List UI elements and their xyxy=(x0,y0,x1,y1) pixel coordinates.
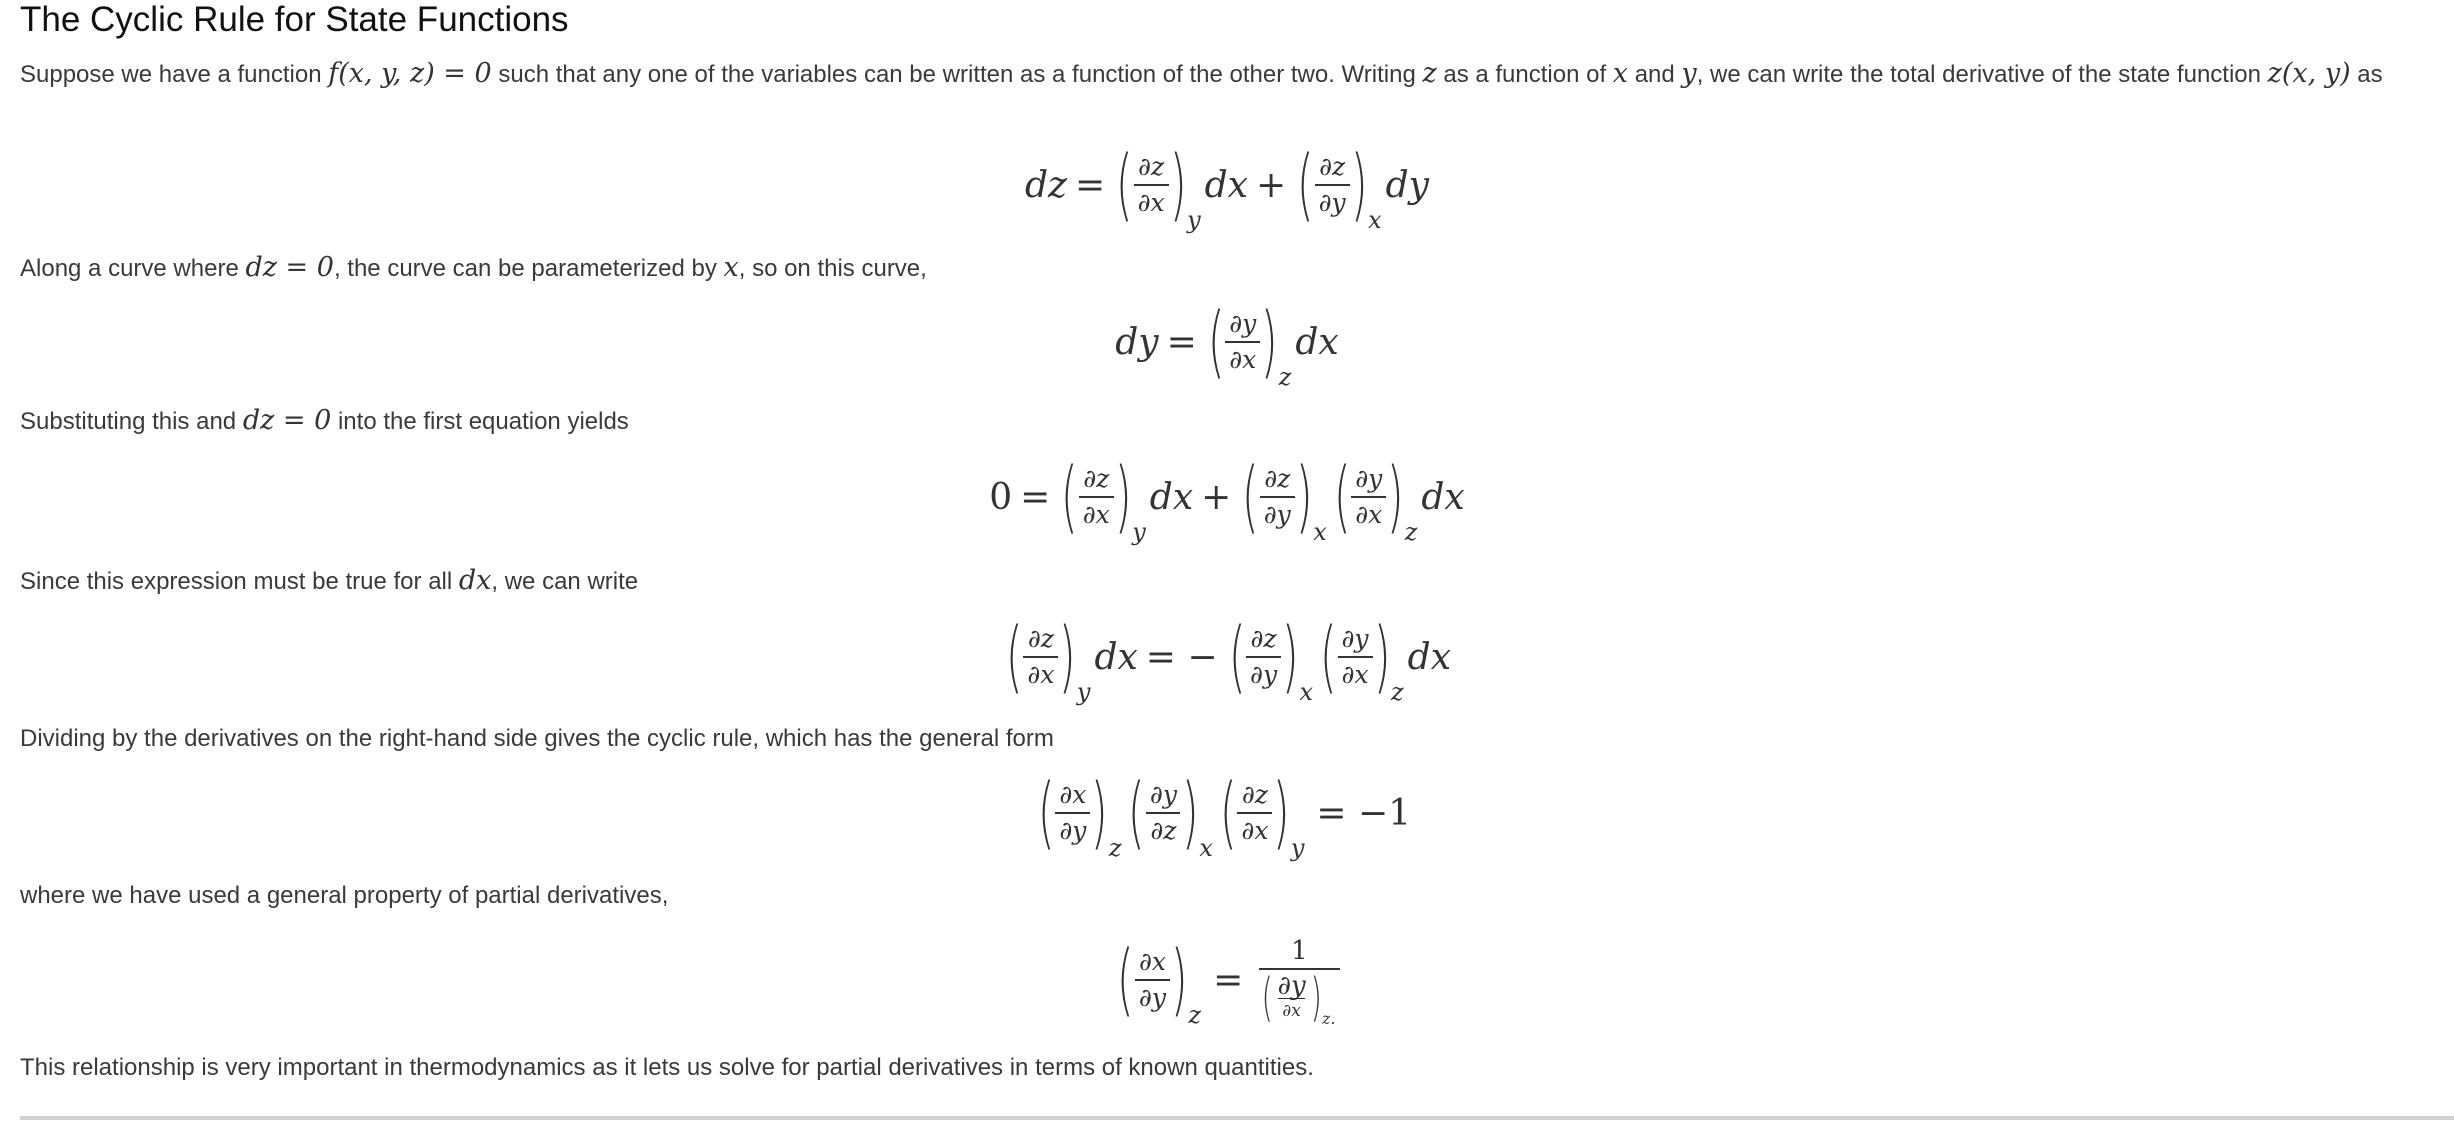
partial-derivative: ( $\frac{\partial z}{\partial y}$ ) x xyxy=(1228,612,1314,706)
inline-math: dx xyxy=(458,565,492,596)
inline-math: z(x, y) xyxy=(2267,58,2351,89)
partial-derivative: ( $\frac{\partial y}{\partial z}$ ) x xyxy=(1128,768,1213,862)
partial-derivative: ( $\frac{\partial x}{\partial y}$ ) z xyxy=(1117,935,1202,1029)
equation-substituted: 0 = ( $\frac{\partial z}{\partial x}$ ) y dx + ( $\frac{\partial z}{\partial y}$ ) x ( $\frac{\partial y}{\partial x}$ ) z dx xyxy=(989,452,1465,546)
reciprocal-fraction: 1 ( $\frac{\partial y}{\partial x}$ ) z. xyxy=(1259,936,1339,1024)
equation-rearranged: ( $\frac{\partial z}{\partial x}$ ) y dx = − ( $\frac{\partial z}{\partial y}$ ) x ( $\frac{\partial y}{\partial x}$ ) z dx xyxy=(1005,612,1452,706)
inline-math: f(x, y, z) = 0 xyxy=(328,58,492,89)
partial-derivative: ( $\frac{\partial z}{\partial y}$ ) x xyxy=(1242,452,1327,546)
inline-math: z xyxy=(1422,58,1437,89)
paragraph-substituting: Substituting this and dz = 0 into the first equation yields xyxy=(20,405,629,436)
paragraph-along-curve: Along a curve where dz = 0, the curve can be parameterized by x, so on this curve, xyxy=(20,252,927,283)
paragraph-since: Since this expression must be true for all dx, we can write xyxy=(20,565,639,596)
paragraph-dividing: Dividing by the derivatives on the right-hand side gives the cyclic rule, which has the general form xyxy=(20,725,1054,752)
partial-derivative: ( $\frac{\partial y}{\partial x}$ ) z xyxy=(1319,612,1404,706)
partial-derivative: ( $\frac{\partial y}{\partial x}$ ) z. xyxy=(1261,968,1336,1028)
page-title: The Cyclic Rule for State Functions xyxy=(20,0,569,39)
partial-derivative: ( $\frac{\partial z}{\partial y}$ ) x xyxy=(1297,140,1382,234)
partial-derivative: ( $\frac{\partial y}{\partial x}$ ) z xyxy=(1333,452,1418,546)
paragraph-conclusion: This relationship is very important in thermodynamics as it lets us solve for partial derivatives in terms of known quantities. xyxy=(20,1054,1314,1081)
inline-math: x xyxy=(723,252,739,283)
partial-derivative: ( $\frac{\partial y}{\partial x}$ ) z xyxy=(1207,297,1292,391)
equation-cyclic-rule: ( $\frac{\partial x}{\partial y}$ ) z ( $\frac{\partial y}{\partial z}$ ) x ( $\frac{\partial z}{\partial x}$ ) y = −1 xyxy=(1037,768,1412,862)
inline-math: x xyxy=(1612,58,1629,89)
paragraph-general-property: where we have used a general property of partial derivatives, xyxy=(20,882,669,909)
equation-total-derivative: dz = ( $\frac{\partial z}{\partial x}$ ) y dx + ( $\frac{\partial z}{\partial y}$ ) x dy xyxy=(1024,140,1430,234)
intro-paragraph: Suppose we have a function f(x, y, z) = 0 such that any one of the variables can be written as a function of the other two. Writing z as a function of x and y, we can write the total derivative of the state function z(x, y) as xyxy=(20,58,2383,89)
partial-derivative: ( $\frac{\partial z}{\partial x}$ ) y xyxy=(1061,452,1146,546)
section-divider xyxy=(20,1116,2454,1120)
partial-derivative: ( $\frac{\partial z}{\partial x}$ ) y xyxy=(1116,140,1201,234)
inline-math: y xyxy=(1681,58,1697,89)
partial-derivative: ( $\frac{\partial z}{\partial x}$ ) y xyxy=(1005,612,1091,706)
equation-dy: dy = ( $\frac{\partial y}{\partial x}$ ) z dx xyxy=(1115,297,1339,391)
partial-derivative: ( $\frac{\partial x}{\partial y}$ ) z xyxy=(1037,768,1122,862)
inline-math: dz = 0 xyxy=(245,252,334,283)
inline-math: dz = 0 xyxy=(242,405,332,436)
partial-derivative: ( $\frac{\partial z}{\partial x}$ ) y xyxy=(1219,768,1305,862)
equation-reciprocal-property: ( $\frac{\partial x}{\partial y}$ ) z = 1 ( $\frac{\partial y}{\partial x}$ ) z. xyxy=(0,930,2454,1030)
